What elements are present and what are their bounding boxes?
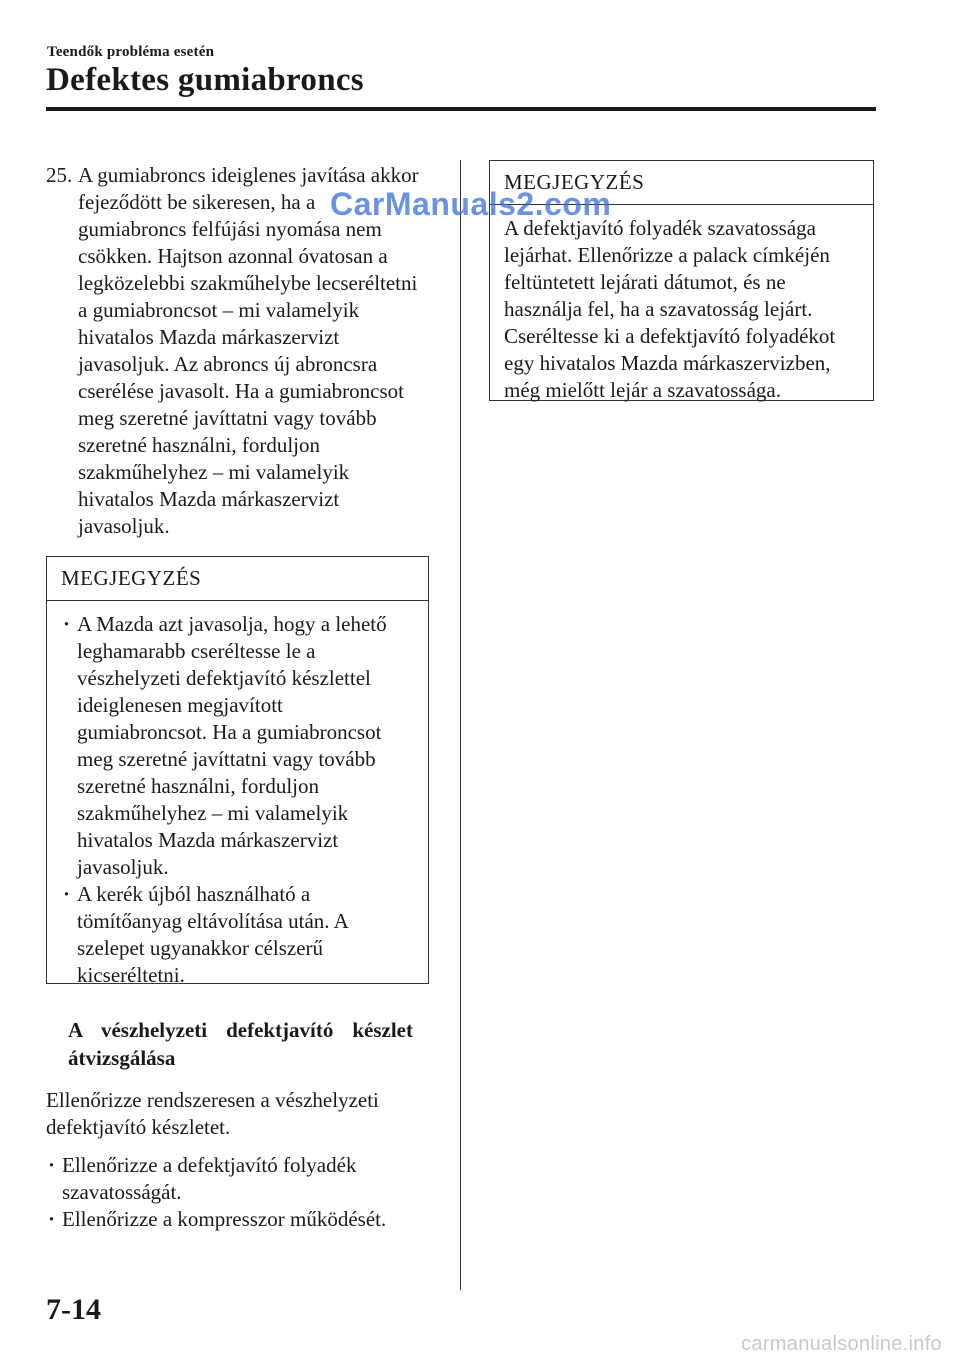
note-content xyxy=(47,601,428,999)
bullet-dot: · xyxy=(63,612,71,636)
list-item xyxy=(46,1152,426,1206)
list-item-text: Ellenőrizze a kompresszor működését. xyxy=(62,1207,387,1231)
page-number: 7-14 xyxy=(46,1293,101,1326)
note-bullet-item xyxy=(61,881,414,989)
column-divider xyxy=(460,160,461,1290)
section-label: Teendők probléma esetén xyxy=(47,44,215,60)
note-text: A defektjavító folyadék szavatossága lejárhat. Ellenőrizze a palack címkéjén feltüntetett lejárati dátumot, és ne használja fel, ha a szavatosság lejárt. Cseréltesse ki a defektjavító folyadékot egy hivatalos Mazda márkaszervizben, még mielőtt lejár a szavatossága. xyxy=(504,216,836,402)
note-bullet-text: A kerék újból használható a tömítőanyag eltávolítása után. A szelepet ugyanakkor célszerű kicseréltetni. xyxy=(77,882,348,987)
title-rule xyxy=(46,107,876,111)
note-bullet-text: A Mazda azt javasolja, hogy a lehető leghamarabb cseréltesse le a vészhelyzeti defektjavító készlettel ideiglenesen megjavított gumiabroncsot. Ha a gumiabroncsot meg szeretné javíttatni vagy tovább szeretné használni, forduljon szakműhelyhez – mi valamelyik hivatalos Mazda márkaszervizt javasoljuk. xyxy=(77,612,387,879)
list-item xyxy=(46,1206,426,1233)
subsection-heading: A vészhelyzeti defektjavító készlet átvizsgálása xyxy=(68,1018,413,1070)
note-bullet-item xyxy=(61,611,414,881)
bullet-dot: · xyxy=(63,882,71,906)
step-text: A gumiabroncs ideiglenes javítása akkor fejeződött be sikeresen, ha a gumiabroncs felfújási nyomása nem csökken. Hajtson azonnal óvatosan a legközelebbi szakműhelybe lecseréltetni a gumiabroncsot – mi valamelyik hivatalos Mazda márkaszervizt javasoljuk. Az abroncs új abroncsra cserélése javasolt. Ha a gumiabroncsot meg szeretné javíttatni vagy tovább szeretné használni, forduljon szakműhelyhez – mi valamelyik hivatalos Mazda márkaszervizt javasoljuk. xyxy=(78,163,419,538)
note-box-left xyxy=(46,556,429,987)
bullet-dot: · xyxy=(48,1207,56,1231)
footer-watermark: carmanualsonline.info xyxy=(741,1333,942,1355)
note-heading: MEGJEGYZÉS xyxy=(47,557,428,601)
list-item-text: Ellenőrizze a defektjavító folyadék szavatosságát. xyxy=(62,1153,357,1204)
check-list xyxy=(46,1152,426,1233)
watermark-logo: CarManuals2.com xyxy=(330,186,612,222)
note-heading: MEGJEGYZÉS xyxy=(490,161,873,205)
page-title: Defektes gumiabroncs xyxy=(46,62,364,98)
bullet-dot: · xyxy=(48,1153,56,1177)
step-number: 25. xyxy=(46,163,73,187)
subsection-intro: Ellenőrizze rendszeresen a vészhelyzeti defektjavító készletet. xyxy=(46,1088,379,1139)
